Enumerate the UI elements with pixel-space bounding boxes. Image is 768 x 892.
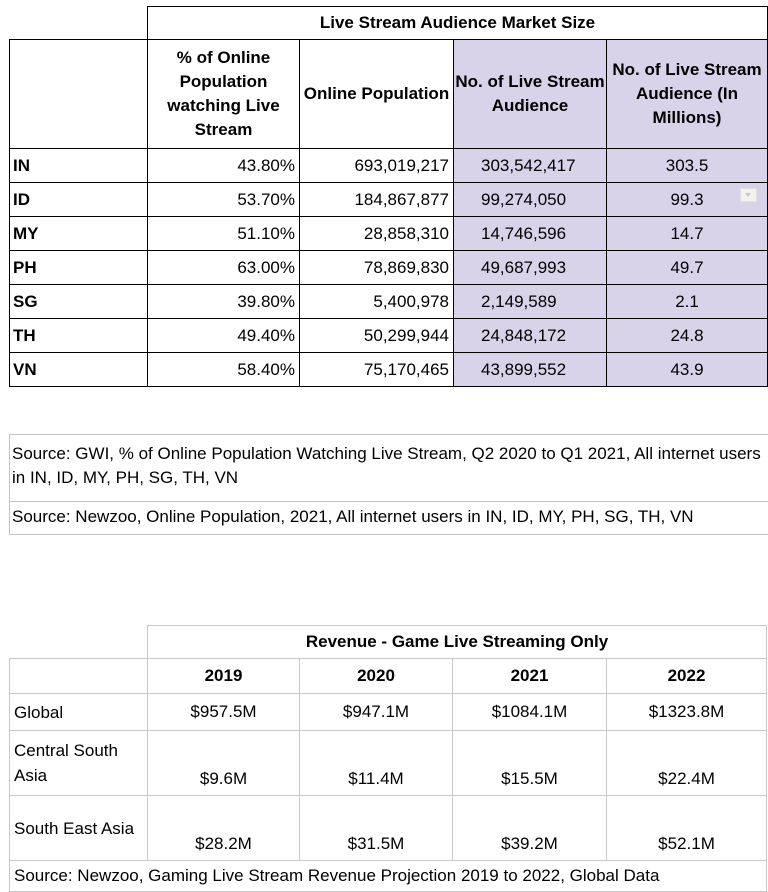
pct-cell: 51.10%	[148, 217, 300, 251]
table-row	[10, 319, 768, 353]
audience-cell: 43,899,552	[454, 353, 607, 387]
online-cell: 28,858,310	[300, 217, 454, 251]
table-title: Live Stream Audience Market Size	[148, 7, 768, 40]
pct-cell: 43.80%	[148, 149, 300, 183]
table-row	[10, 217, 768, 251]
table-row	[10, 694, 767, 731]
revenue-cell: $9.6M	[148, 731, 300, 796]
revenue-cell: $39.2M	[453, 796, 607, 861]
live-stream-audience-table	[9, 6, 768, 387]
millions-cell: 24.8	[607, 319, 768, 353]
millions-cell: 14.7	[607, 217, 768, 251]
header-live-stream-audience: No. of Live Stream Audience	[454, 40, 607, 149]
revenue-cell: $28.2M	[148, 796, 300, 861]
country-code: IN	[10, 149, 148, 183]
header-audience-millions: No. of Live Stream Audience (In Millions)	[607, 40, 768, 149]
country-code: MY	[10, 217, 148, 251]
year-header: 2021	[453, 659, 607, 694]
audience-cell: 99,274,050	[454, 183, 607, 217]
revenue-table-title: Revenue - Game Live Streaming Only	[148, 626, 767, 659]
revenue-table	[9, 625, 767, 892]
revenue-cell: $947.1M	[300, 694, 453, 731]
cell-dropdown-icon[interactable]	[740, 188, 757, 202]
table-row	[10, 353, 768, 387]
year-header: 2022	[607, 659, 767, 694]
pct-cell: 53.70%	[148, 183, 300, 217]
millions-cell: 99.3	[607, 183, 768, 217]
millions-cell: 303.5	[607, 149, 768, 183]
millions-cell: 2.1	[607, 285, 768, 319]
audience-cell: 24,848,172	[454, 319, 607, 353]
table-corner-blank	[10, 626, 148, 659]
revenue-cell: $31.5M	[300, 796, 453, 861]
online-cell: 75,170,465	[300, 353, 454, 387]
year-header: 2019	[148, 659, 300, 694]
online-cell: 184,867,877	[300, 183, 454, 217]
source-note-newzoo: Source: Newzoo, Online Population, 2021, All internet users in IN, ID, MY, PH, SG, TH, VN	[10, 502, 768, 535]
online-cell: 78,869,830	[300, 251, 454, 285]
audience-cell: 49,687,993	[454, 251, 607, 285]
online-cell: 50,299,944	[300, 319, 454, 353]
revenue-cell: $15.5M	[453, 731, 607, 796]
revenue-cell: $1323.8M	[607, 694, 767, 731]
pct-cell: 63.00%	[148, 251, 300, 285]
revenue-cell: $957.5M	[148, 694, 300, 731]
revenue-cell: $22.4M	[607, 731, 767, 796]
table-row	[10, 183, 768, 217]
revenue-cell: $52.1M	[607, 796, 767, 861]
revenue-cell: $11.4M	[300, 731, 453, 796]
table-row	[10, 796, 767, 861]
sources-block	[9, 434, 768, 535]
table-corner-blank	[10, 7, 148, 40]
region-label: Global	[10, 694, 148, 731]
pct-cell: 58.40%	[148, 353, 300, 387]
audience-cell: 2,149,589	[454, 285, 607, 319]
source-note-gwi: Source: GWI, % of Online Population Watching Live Stream, Q2 2020 to Q1 2021, All internet users in IN, ID, MY, PH, SG, TH, VN	[10, 435, 768, 502]
region-label: Central South Asia	[10, 731, 148, 796]
revenue-source-note: Source: Newzoo, Gaming Live Stream Revenue Projection 2019 to 2022, Global Data	[10, 861, 767, 892]
pct-cell: 49.40%	[148, 319, 300, 353]
country-code: VN	[10, 353, 148, 387]
table-row	[10, 149, 768, 183]
country-code: TH	[10, 319, 148, 353]
table-row	[10, 731, 767, 796]
header-cell-blank	[10, 40, 148, 149]
revenue-cell: $1084.1M	[453, 694, 607, 731]
country-code: SG	[10, 285, 148, 319]
online-cell: 693,019,217	[300, 149, 454, 183]
year-header: 2020	[300, 659, 453, 694]
millions-cell: 49.7	[607, 251, 768, 285]
country-code: ID	[10, 183, 148, 217]
header-online-population: Online Population	[300, 40, 454, 149]
table-row	[10, 285, 768, 319]
audience-cell: 303,542,417	[454, 149, 607, 183]
country-code: PH	[10, 251, 148, 285]
online-cell: 5,400,978	[300, 285, 454, 319]
audience-cell: 14,746,596	[454, 217, 607, 251]
year-header-blank	[10, 659, 148, 694]
region-label: South East Asia	[10, 796, 148, 861]
table-row	[10, 251, 768, 285]
header-pct-online: % of Online Population watching Live Stream	[148, 40, 300, 149]
pct-cell: 39.80%	[148, 285, 300, 319]
millions-cell: 43.9	[607, 353, 768, 387]
